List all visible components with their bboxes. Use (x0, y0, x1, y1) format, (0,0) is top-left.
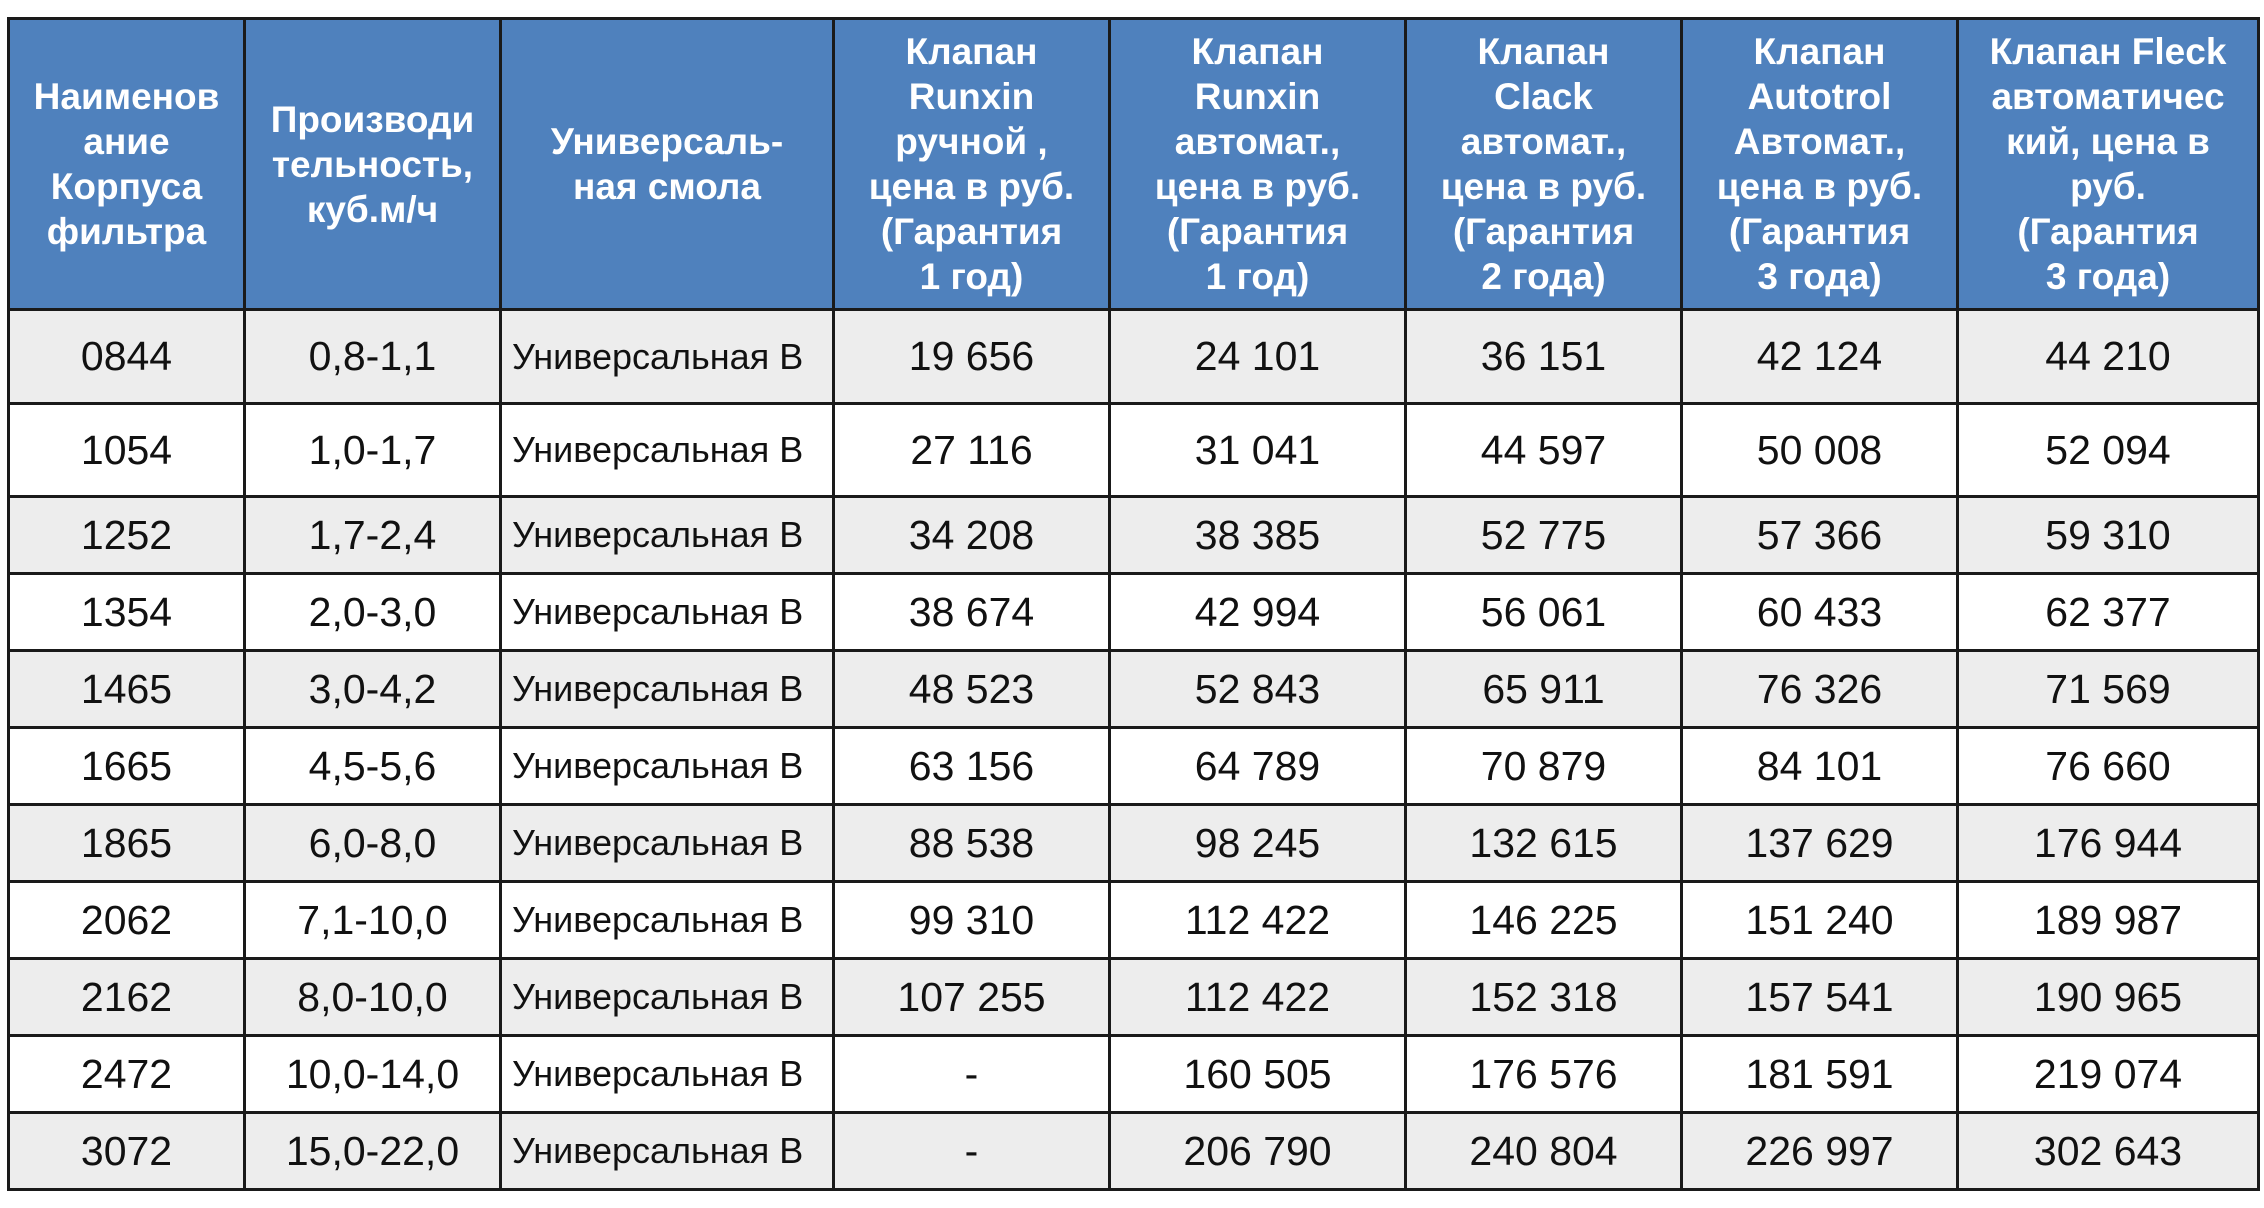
cell-autotrol-auto: 84 101 (1682, 728, 1958, 805)
cell-capacity: 7,1-10,0 (245, 882, 501, 959)
cell-resin: Универсальная В (501, 882, 834, 959)
table-row (9, 959, 2259, 1036)
price-table-container (7, 17, 2257, 1191)
cell-runxin-auto: 112 422 (1110, 882, 1406, 959)
cell-runxin-manual: 48 523 (834, 651, 1110, 728)
cell-resin: Универсальная В (501, 728, 834, 805)
cell-runxin-manual: 88 538 (834, 805, 1110, 882)
table-row (9, 805, 2259, 882)
cell-resin: Универсальная В (501, 1036, 834, 1113)
cell-clack-auto: 36 151 (1406, 310, 1682, 404)
cell-housing: 1665 (9, 728, 245, 805)
cell-resin: Универсальная В (501, 1113, 834, 1190)
cell-housing: 1465 (9, 651, 245, 728)
cell-runxin-auto: 42 994 (1110, 574, 1406, 651)
cell-runxin-manual: 19 656 (834, 310, 1110, 404)
cell-capacity: 6,0-8,0 (245, 805, 501, 882)
table-row (9, 574, 2259, 651)
cell-runxin-manual: 107 255 (834, 959, 1110, 1036)
header-housing-name: Наименов ание Корпуса фильтра (9, 19, 245, 310)
cell-clack-auto: 240 804 (1406, 1113, 1682, 1190)
cell-fleck-auto: 44 210 (1958, 310, 2259, 404)
cell-autotrol-auto: 226 997 (1682, 1113, 1958, 1190)
cell-housing: 3072 (9, 1113, 245, 1190)
cell-autotrol-auto: 151 240 (1682, 882, 1958, 959)
table-row (9, 651, 2259, 728)
cell-capacity: 1,0-1,7 (245, 404, 501, 497)
header-runxin-auto: Клапан Runxin автомат., цена в руб. (Гарантия 1 год) (1110, 19, 1406, 310)
cell-runxin-manual: 38 674 (834, 574, 1110, 651)
cell-resin: Универсальная В (501, 404, 834, 497)
cell-clack-auto: 56 061 (1406, 574, 1682, 651)
table-row (9, 404, 2259, 497)
cell-capacity: 0,8-1,1 (245, 310, 501, 404)
cell-clack-auto: 52 775 (1406, 497, 1682, 574)
cell-autotrol-auto: 76 326 (1682, 651, 1958, 728)
cell-clack-auto: 152 318 (1406, 959, 1682, 1036)
cell-runxin-auto: 52 843 (1110, 651, 1406, 728)
cell-autotrol-auto: 42 124 (1682, 310, 1958, 404)
cell-capacity: 3,0-4,2 (245, 651, 501, 728)
cell-resin: Универсальная В (501, 959, 834, 1036)
cell-runxin-auto: 112 422 (1110, 959, 1406, 1036)
cell-capacity: 8,0-10,0 (245, 959, 501, 1036)
cell-capacity: 15,0-22,0 (245, 1113, 501, 1190)
table-row (9, 310, 2259, 404)
price-table (7, 17, 2260, 1191)
cell-runxin-auto: 98 245 (1110, 805, 1406, 882)
header-autotrol-auto: Клапан Autotrol Автомат., цена в руб. (Гарантия 3 года) (1682, 19, 1958, 310)
cell-resin: Универсальная В (501, 574, 834, 651)
cell-capacity: 10,0-14,0 (245, 1036, 501, 1113)
cell-fleck-auto: 302 643 (1958, 1113, 2259, 1190)
cell-capacity: 1,7-2,4 (245, 497, 501, 574)
cell-fleck-auto: 76 660 (1958, 728, 2259, 805)
cell-clack-auto: 146 225 (1406, 882, 1682, 959)
cell-housing: 2472 (9, 1036, 245, 1113)
cell-capacity: 4,5-5,6 (245, 728, 501, 805)
cell-runxin-auto: 206 790 (1110, 1113, 1406, 1190)
table-row (9, 728, 2259, 805)
cell-runxin-manual: 99 310 (834, 882, 1110, 959)
table-row (9, 882, 2259, 959)
cell-runxin-manual: - (834, 1036, 1110, 1113)
header-runxin-manual: Клапан Runxin ручной , цена в руб. (Гарантия 1 год) (834, 19, 1110, 310)
cell-resin: Универсальная В (501, 805, 834, 882)
table-row (9, 1113, 2259, 1190)
table-row (9, 497, 2259, 574)
cell-fleck-auto: 59 310 (1958, 497, 2259, 574)
cell-housing: 2062 (9, 882, 245, 959)
cell-runxin-manual: 27 116 (834, 404, 1110, 497)
cell-fleck-auto: 62 377 (1958, 574, 2259, 651)
cell-fleck-auto: 52 094 (1958, 404, 2259, 497)
cell-fleck-auto: 219 074 (1958, 1036, 2259, 1113)
cell-runxin-auto: 160 505 (1110, 1036, 1406, 1113)
cell-fleck-auto: 189 987 (1958, 882, 2259, 959)
cell-fleck-auto: 176 944 (1958, 805, 2259, 882)
cell-housing: 1054 (9, 404, 245, 497)
cell-fleck-auto: 190 965 (1958, 959, 2259, 1036)
cell-runxin-manual: 34 208 (834, 497, 1110, 574)
cell-clack-auto: 44 597 (1406, 404, 1682, 497)
cell-housing: 1354 (9, 574, 245, 651)
cell-runxin-manual: 63 156 (834, 728, 1110, 805)
cell-housing: 1252 (9, 497, 245, 574)
cell-capacity: 2,0-3,0 (245, 574, 501, 651)
header-fleck-auto: Клапан Fleck автоматичес кий, цена в руб. (Гарантия 3 года) (1958, 19, 2259, 310)
cell-runxin-auto: 31 041 (1110, 404, 1406, 497)
cell-runxin-auto: 38 385 (1110, 497, 1406, 574)
cell-resin: Универсальная В (501, 651, 834, 728)
cell-fleck-auto: 71 569 (1958, 651, 2259, 728)
cell-housing: 1865 (9, 805, 245, 882)
header-resin: Универсаль- ная смола (501, 19, 834, 310)
cell-runxin-manual: - (834, 1113, 1110, 1190)
cell-autotrol-auto: 50 008 (1682, 404, 1958, 497)
cell-housing: 2162 (9, 959, 245, 1036)
table-row (9, 1036, 2259, 1113)
cell-autotrol-auto: 57 366 (1682, 497, 1958, 574)
cell-runxin-auto: 64 789 (1110, 728, 1406, 805)
cell-clack-auto: 176 576 (1406, 1036, 1682, 1113)
cell-autotrol-auto: 157 541 (1682, 959, 1958, 1036)
header-clack-auto: Клапан Clack автомат., цена в руб. (Гарантия 2 года) (1406, 19, 1682, 310)
cell-housing: 0844 (9, 310, 245, 404)
header-row (9, 19, 2259, 310)
cell-clack-auto: 70 879 (1406, 728, 1682, 805)
cell-resin: Универсальная В (501, 310, 834, 404)
cell-clack-auto: 65 911 (1406, 651, 1682, 728)
cell-autotrol-auto: 181 591 (1682, 1036, 1958, 1113)
cell-autotrol-auto: 137 629 (1682, 805, 1958, 882)
cell-clack-auto: 132 615 (1406, 805, 1682, 882)
cell-autotrol-auto: 60 433 (1682, 574, 1958, 651)
cell-resin: Универсальная В (501, 497, 834, 574)
header-capacity: Производи тельность, куб.м/ч (245, 19, 501, 310)
cell-runxin-auto: 24 101 (1110, 310, 1406, 404)
